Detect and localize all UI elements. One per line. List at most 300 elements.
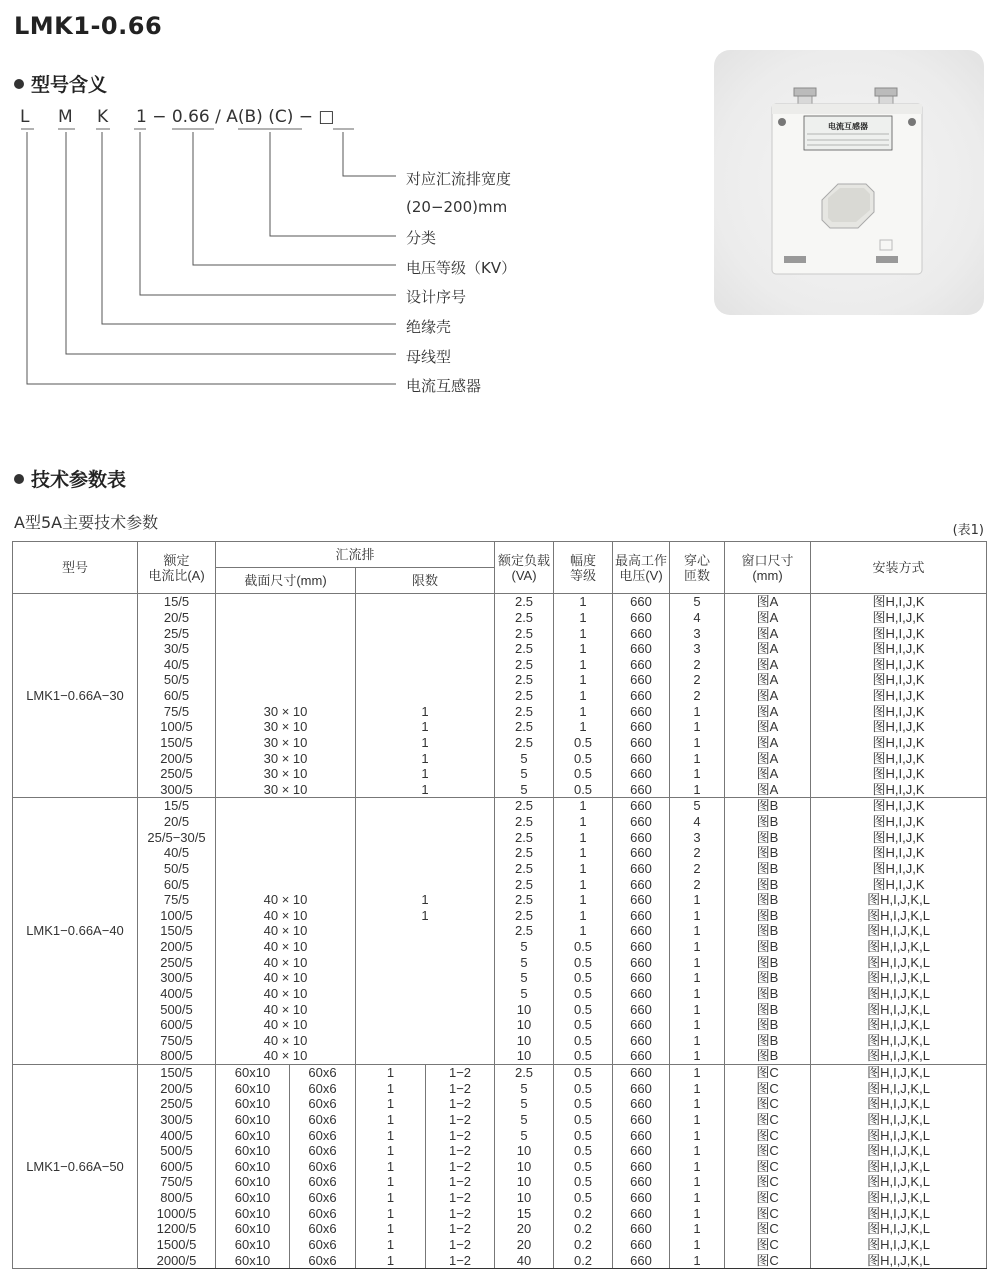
header-voltage: 最高工作 电压(V) — [613, 542, 670, 594]
cell-count-a: 1 — [356, 782, 495, 798]
cell-turns: 3 — [670, 641, 725, 657]
cell-load: 2.5 — [495, 735, 554, 751]
cell-section-a — [216, 657, 356, 673]
table-row — [13, 766, 987, 782]
cell-mount: 图H,I,J,K — [811, 861, 987, 877]
cell-section-b: 60x6 — [290, 1064, 356, 1080]
cell-accuracy: 1 — [554, 625, 613, 641]
cell-load: 5 — [495, 986, 554, 1002]
leader-line-bus — [66, 132, 396, 354]
cell-ratio: 50/5 — [138, 672, 216, 688]
cell-load: 5 — [495, 970, 554, 986]
tech-params-table — [12, 541, 987, 1269]
cell-load: 5 — [495, 1080, 554, 1096]
cell-section-b: 60x6 — [290, 1205, 356, 1221]
cell-count-a: 1 — [356, 1237, 426, 1253]
cell-window: 图A — [725, 719, 811, 735]
meaning-insulated-shell: 绝缘壳 — [406, 318, 452, 336]
cell-voltage: 660 — [613, 719, 670, 735]
cell-mount: 图H,I,J,K,L — [811, 908, 987, 924]
cell-ratio: 15/5 — [138, 798, 216, 814]
cell-count-a — [356, 594, 495, 610]
table-row — [13, 970, 987, 986]
cell-ratio: 1200/5 — [138, 1221, 216, 1237]
cell-section-b: 60x6 — [290, 1190, 356, 1206]
cell-mount: 图H,I,J,K,L — [811, 1174, 987, 1190]
cell-accuracy: 0.5 — [554, 1127, 613, 1143]
cell-load: 20 — [495, 1237, 554, 1253]
cell-accuracy: 1 — [554, 688, 613, 704]
cell-window: 图B — [725, 892, 811, 908]
cell-ratio: 30/5 — [138, 641, 216, 657]
table-row — [13, 861, 987, 877]
cell-count-a — [356, 954, 495, 970]
cell-accuracy: 1 — [554, 814, 613, 830]
cell-ratio: 150/5 — [138, 923, 216, 939]
cell-ratio: 50/5 — [138, 861, 216, 877]
cell-window: 图A — [725, 657, 811, 673]
cell-count-b: 1−2 — [426, 1237, 495, 1253]
cell-accuracy: 1 — [554, 923, 613, 939]
cell-voltage: 660 — [613, 1017, 670, 1033]
cell-accuracy: 0.5 — [554, 1064, 613, 1080]
cell-load: 2.5 — [495, 861, 554, 877]
cell-window: 图C — [725, 1143, 811, 1159]
cell-mount: 图H,I,J,K,L — [811, 1064, 987, 1080]
cell-load: 10 — [495, 1174, 554, 1190]
table-subtitle: A型5A主要技术参数 — [14, 513, 159, 532]
cell-load: 5 — [495, 1112, 554, 1128]
cell-voltage: 660 — [613, 1205, 670, 1221]
cell-accuracy: 1 — [554, 610, 613, 626]
table-row — [13, 1096, 987, 1112]
cell-mount: 图H,I,J,K,L — [811, 1159, 987, 1175]
cell-ratio: 75/5 — [138, 892, 216, 908]
cell-turns: 1 — [670, 1096, 725, 1112]
cell-load: 2.5 — [495, 625, 554, 641]
cell-turns: 1 — [670, 766, 725, 782]
table-row — [13, 1221, 987, 1237]
cell-load: 5 — [495, 939, 554, 955]
cell-turns: 1 — [670, 703, 725, 719]
table-row — [13, 1033, 987, 1049]
cell-accuracy: 0.5 — [554, 1143, 613, 1159]
cell-voltage: 660 — [613, 1127, 670, 1143]
cell-turns: 1 — [670, 782, 725, 798]
cell-ratio: 25/5−30/5 — [138, 829, 216, 845]
cell-window: 图A — [725, 688, 811, 704]
header-window: 窗口尺寸 (mm) — [725, 542, 811, 594]
header-mount: 安装方式 — [811, 542, 987, 594]
table-row — [13, 625, 987, 641]
cell-voltage: 660 — [613, 1080, 670, 1096]
cell-count-a: 1 — [356, 1080, 426, 1096]
cell-load: 10 — [495, 1143, 554, 1159]
cell-load: 5 — [495, 782, 554, 798]
cell-count-a — [356, 829, 495, 845]
cell-voltage: 660 — [613, 703, 670, 719]
bullet-icon — [14, 474, 24, 484]
cell-accuracy: 1 — [554, 641, 613, 657]
cell-ratio: 2000/5 — [138, 1252, 216, 1268]
cell-ratio: 300/5 — [138, 782, 216, 798]
cell-mount: 图H,I,J,K — [811, 829, 987, 845]
cell-voltage: 660 — [613, 845, 670, 861]
cell-count-a — [356, 1048, 495, 1064]
cell-section-b: 60x6 — [290, 1143, 356, 1159]
cell-voltage: 660 — [613, 1190, 670, 1206]
cell-section-a: 40 × 10 — [216, 908, 356, 924]
cell-window: 图B — [725, 970, 811, 986]
cell-window: 图B — [725, 954, 811, 970]
cell-mount: 图H,I,J,K — [811, 688, 987, 704]
cell-voltage: 660 — [613, 1048, 670, 1064]
cell-ratio: 250/5 — [138, 954, 216, 970]
table-row — [13, 1237, 987, 1253]
cell-count-a — [356, 657, 495, 673]
cell-mount: 图H,I,J,K — [811, 594, 987, 610]
table-row — [13, 672, 987, 688]
cell-window: 图C — [725, 1064, 811, 1080]
cell-mount: 图H,I,J,K,L — [811, 1096, 987, 1112]
cell-ratio: 100/5 — [138, 719, 216, 735]
cell-section-a: 60x10 — [216, 1127, 290, 1143]
table-row — [13, 892, 987, 908]
cell-mount: 图H,I,J,K — [811, 657, 987, 673]
cell-voltage: 660 — [613, 954, 670, 970]
cell-count-a: 1 — [356, 750, 495, 766]
cell-mount: 图H,I,J,K,L — [811, 954, 987, 970]
cell-section-a — [216, 845, 356, 861]
cell-section-a — [216, 672, 356, 688]
cell-section-b: 60x6 — [290, 1221, 356, 1237]
cell-turns: 1 — [670, 954, 725, 970]
header-busbar: 汇流排 — [216, 542, 495, 568]
cell-window: 图B — [725, 1033, 811, 1049]
cell-accuracy: 0.5 — [554, 970, 613, 986]
cell-mount: 图H,I,J,K,L — [811, 939, 987, 955]
leader-line-class — [270, 132, 396, 236]
cell-mount: 图H,I,J,K,L — [811, 1143, 987, 1159]
cell-window: 图B — [725, 1001, 811, 1017]
cell-section-a: 40 × 10 — [216, 939, 356, 955]
cell-count-b: 1−2 — [426, 1064, 495, 1080]
cell-turns: 1 — [670, 1048, 725, 1064]
cell-voltage: 660 — [613, 1221, 670, 1237]
cell-ratio: 200/5 — [138, 939, 216, 955]
cell-mount: 图H,I,J,K,L — [811, 892, 987, 908]
cell-window: 图A — [725, 735, 811, 751]
cell-ratio: 300/5 — [138, 970, 216, 986]
cell-turns: 1 — [670, 1017, 725, 1033]
cell-load: 2.5 — [495, 892, 554, 908]
cell-section-a: 60x10 — [216, 1221, 290, 1237]
cell-accuracy: 0.2 — [554, 1252, 613, 1268]
cell-count-b: 1−2 — [426, 1174, 495, 1190]
cell-count-b: 1−2 — [426, 1096, 495, 1112]
cell-mount: 图H,I,J,K,L — [811, 986, 987, 1002]
cell-section-a: 40 × 10 — [216, 923, 356, 939]
cell-section-a — [216, 625, 356, 641]
cell-count-a — [356, 876, 495, 892]
cell-section-b: 60x6 — [290, 1080, 356, 1096]
cell-count-a: 1 — [356, 1112, 426, 1128]
table-row — [13, 845, 987, 861]
cell-ratio: 750/5 — [138, 1174, 216, 1190]
cell-count-b: 1−2 — [426, 1080, 495, 1096]
cell-load: 2.5 — [495, 703, 554, 719]
cell-voltage: 660 — [613, 688, 670, 704]
cell-voltage: 660 — [613, 876, 670, 892]
cell-voltage: 660 — [613, 908, 670, 924]
cell-voltage: 660 — [613, 923, 670, 939]
cell-count-a — [356, 861, 495, 877]
cell-count-a — [356, 814, 495, 830]
table-row — [13, 954, 987, 970]
cell-turns: 1 — [670, 939, 725, 955]
cell-count-a: 1 — [356, 892, 495, 908]
cell-accuracy: 1 — [554, 798, 613, 814]
cell-section-a: 60x10 — [216, 1205, 290, 1221]
cell-voltage: 660 — [613, 939, 670, 955]
table-row — [13, 1048, 987, 1064]
table-row — [13, 610, 987, 626]
cell-turns: 2 — [670, 657, 725, 673]
cell-accuracy: 0.2 — [554, 1237, 613, 1253]
meaning-busbar-width: 对应汇流排宽度 — [406, 170, 512, 188]
cell-voltage: 660 — [613, 1143, 670, 1159]
cell-ratio: 20/5 — [138, 814, 216, 830]
cell-count-a — [356, 641, 495, 657]
cell-mount: 图H,I,J,K — [811, 876, 987, 892]
cell-voltage: 660 — [613, 970, 670, 986]
header-load: 额定负载 (VA) — [495, 542, 554, 594]
cell-ratio: 40/5 — [138, 657, 216, 673]
table-row — [13, 1127, 987, 1143]
cell-window: 图C — [725, 1127, 811, 1143]
cell-accuracy: 1 — [554, 719, 613, 735]
cell-ratio: 1500/5 — [138, 1237, 216, 1253]
table-row — [13, 719, 987, 735]
cell-mount: 图H,I,J,K,L — [811, 1048, 987, 1064]
cell-mount: 图H,I,J,K — [811, 641, 987, 657]
cell-count-a: 1 — [356, 1252, 426, 1268]
cell-ratio: 250/5 — [138, 766, 216, 782]
cell-section-a: 60x10 — [216, 1080, 290, 1096]
cell-voltage: 660 — [613, 798, 670, 814]
cell-load: 2.5 — [495, 923, 554, 939]
cell-mount: 图H,I,J,K — [811, 798, 987, 814]
cell-count-b: 1−2 — [426, 1127, 495, 1143]
cell-accuracy: 0.5 — [554, 750, 613, 766]
cell-turns: 1 — [670, 1174, 725, 1190]
cell-count-a — [356, 970, 495, 986]
cell-load: 5 — [495, 766, 554, 782]
cell-window: 图A — [725, 750, 811, 766]
cell-count-a: 1 — [356, 1174, 426, 1190]
cell-section-a: 30 × 10 — [216, 782, 356, 798]
cell-voltage: 660 — [613, 1252, 670, 1268]
header-count: 限数 — [356, 568, 495, 594]
cell-ratio: 250/5 — [138, 1096, 216, 1112]
cell-count-b: 1−2 — [426, 1143, 495, 1159]
page-title: LMK1-0.66 — [14, 12, 163, 40]
meaning-voltage-grade: 电压等级（KV） — [406, 259, 517, 277]
cell-mount: 图H,I,J,K,L — [811, 1127, 987, 1143]
cell-accuracy: 1 — [554, 876, 613, 892]
cell-mount: 图H,I,J,K,L — [811, 1017, 987, 1033]
cell-turns: 4 — [670, 610, 725, 626]
cell-mount: 图H,I,J,K — [811, 766, 987, 782]
section-heading-tech-params — [14, 465, 126, 492]
cell-count-b: 1−2 — [426, 1159, 495, 1175]
cell-turns: 1 — [670, 1112, 725, 1128]
header-turns: 穿心 匝数 — [670, 542, 725, 594]
cell-count-a — [356, 625, 495, 641]
cell-ratio: 75/5 — [138, 703, 216, 719]
cell-voltage: 660 — [613, 657, 670, 673]
cell-accuracy: 0.5 — [554, 1033, 613, 1049]
code-rest: 1 − 0.66 / A(B) (C) − □ — [136, 107, 335, 127]
cell-load: 20 — [495, 1221, 554, 1237]
cell-voltage: 660 — [613, 782, 670, 798]
cell-accuracy: 0.5 — [554, 939, 613, 955]
cell-turns: 2 — [670, 861, 725, 877]
cell-mount: 图H,I,J,K — [811, 625, 987, 641]
table-row — [13, 1080, 987, 1096]
header-model: 型号 — [13, 542, 138, 594]
cell-section-a: 30 × 10 — [216, 703, 356, 719]
cell-turns: 1 — [670, 986, 725, 1002]
cell-section-b: 60x6 — [290, 1237, 356, 1253]
cell-count-a: 1 — [356, 908, 495, 924]
cell-count-a: 1 — [356, 1127, 426, 1143]
cell-window: 图A — [725, 625, 811, 641]
cell-voltage: 660 — [613, 1237, 670, 1253]
cell-count-b: 1−2 — [426, 1190, 495, 1206]
cell-turns: 1 — [670, 1205, 725, 1221]
code-letter-k: K — [97, 107, 109, 127]
cell-voltage: 660 — [613, 672, 670, 688]
cell-accuracy: 0.5 — [554, 1174, 613, 1190]
cell-voltage: 660 — [613, 1159, 670, 1175]
table-row — [13, 1205, 987, 1221]
cell-section-a — [216, 829, 356, 845]
cell-count-a — [356, 610, 495, 626]
header-ratio: 额定 电流比(A) — [138, 542, 216, 594]
cell-count-a: 1 — [356, 1221, 426, 1237]
cell-voltage: 660 — [613, 814, 670, 830]
cell-mount: 图H,I,J,K — [811, 750, 987, 766]
cell-section-a: 40 × 10 — [216, 1001, 356, 1017]
cell-count-a: 1 — [356, 719, 495, 735]
meaning-design-number: 设计序号 — [406, 288, 467, 306]
cell-window: 图A — [725, 672, 811, 688]
cell-section-a — [216, 814, 356, 830]
cell-section-a: 40 × 10 — [216, 1017, 356, 1033]
leader-line-ct — [27, 132, 396, 384]
cell-load: 10 — [495, 1190, 554, 1206]
table-row — [13, 594, 987, 610]
cell-mount: 图H,I,J,K,L — [811, 1080, 987, 1096]
cell-section-b: 60x6 — [290, 1159, 356, 1175]
cell-ratio: 400/5 — [138, 1127, 216, 1143]
cell-voltage: 660 — [613, 625, 670, 641]
cell-accuracy: 0.5 — [554, 1096, 613, 1112]
cell-accuracy: 1 — [554, 703, 613, 719]
cell-turns: 1 — [670, 1252, 725, 1268]
cell-load: 2.5 — [495, 688, 554, 704]
cell-accuracy: 1 — [554, 657, 613, 673]
table-row — [13, 1143, 987, 1159]
cell-voltage: 660 — [613, 829, 670, 845]
cell-voltage: 660 — [613, 1064, 670, 1080]
cell-section-a: 30 × 10 — [216, 750, 356, 766]
cell-window: 图C — [725, 1237, 811, 1253]
cell-turns: 3 — [670, 829, 725, 845]
cell-voltage: 660 — [613, 594, 670, 610]
cell-ratio: 200/5 — [138, 1080, 216, 1096]
cell-turns: 1 — [670, 1159, 725, 1175]
leader-line-voltage — [193, 132, 396, 265]
table-row — [13, 876, 987, 892]
cell-window: 图B — [725, 908, 811, 924]
cell-turns: 1 — [670, 1064, 725, 1080]
table-row — [13, 782, 987, 798]
cell-count-a — [356, 1017, 495, 1033]
cell-window: 图B — [725, 923, 811, 939]
cell-ratio: 25/5 — [138, 625, 216, 641]
cell-load: 10 — [495, 1048, 554, 1064]
model-cell: LMK1−0.66A−50 — [13, 1064, 138, 1268]
cell-ratio: 15/5 — [138, 594, 216, 610]
cell-load: 2.5 — [495, 829, 554, 845]
cell-count-b: 1−2 — [426, 1252, 495, 1268]
cell-window: 图A — [725, 782, 811, 798]
meaning-classification: 分类 — [406, 229, 437, 247]
table-row — [13, 1112, 987, 1128]
cell-section-a: 60x10 — [216, 1252, 290, 1268]
cell-accuracy: 0.5 — [554, 1080, 613, 1096]
cell-turns: 1 — [670, 892, 725, 908]
cell-load: 10 — [495, 1001, 554, 1017]
cell-count-a: 1 — [356, 1159, 426, 1175]
cell-window: 图C — [725, 1252, 811, 1268]
cell-window: 图B — [725, 986, 811, 1002]
cell-accuracy: 0.5 — [554, 954, 613, 970]
cell-count-a — [356, 845, 495, 861]
cell-ratio: 150/5 — [138, 1064, 216, 1080]
cell-section-a — [216, 641, 356, 657]
cell-mount: 图H,I,J,K,L — [811, 1001, 987, 1017]
meaning-busbar-range: (20−200)mm — [406, 198, 508, 216]
cell-mount: 图H,I,J,K — [811, 814, 987, 830]
cell-count-b: 1−2 — [426, 1112, 495, 1128]
section-heading-text: 型号含义 — [31, 74, 108, 96]
cell-load: 2.5 — [495, 908, 554, 924]
cell-section-a — [216, 594, 356, 610]
cell-turns: 1 — [670, 908, 725, 924]
cell-section-a: 30 × 10 — [216, 766, 356, 782]
table-row — [13, 923, 987, 939]
cell-ratio: 20/5 — [138, 610, 216, 626]
cell-mount: 图H,I,J,K,L — [811, 1190, 987, 1206]
cell-ratio: 400/5 — [138, 986, 216, 1002]
cell-section-a: 30 × 10 — [216, 719, 356, 735]
cell-window: 图C — [725, 1080, 811, 1096]
cell-load: 2.5 — [495, 845, 554, 861]
cell-turns: 1 — [670, 1033, 725, 1049]
